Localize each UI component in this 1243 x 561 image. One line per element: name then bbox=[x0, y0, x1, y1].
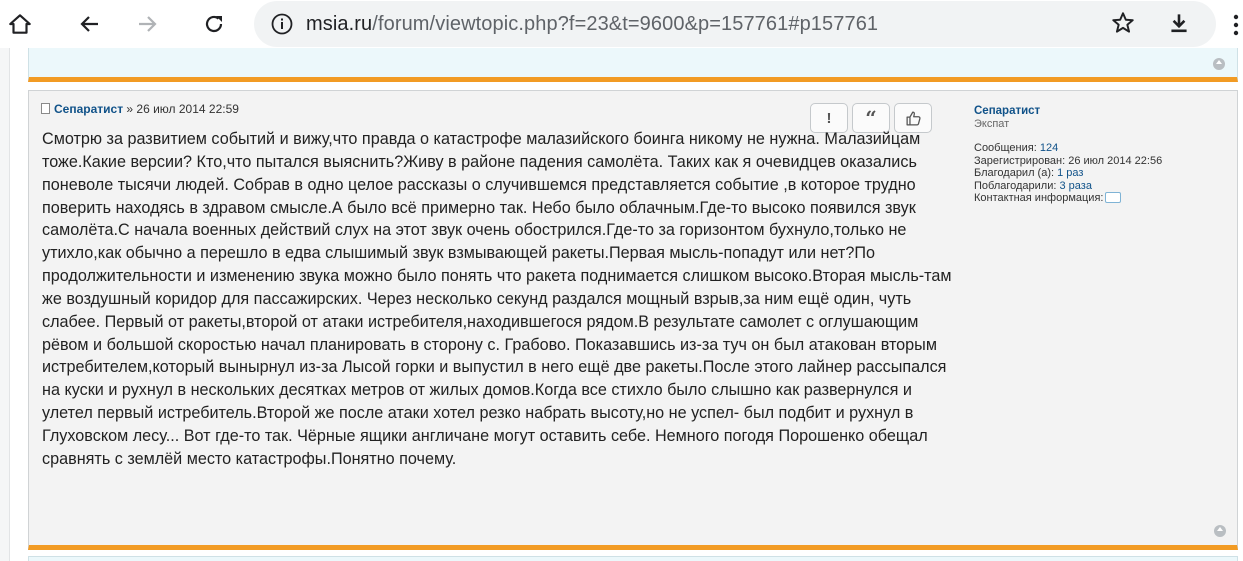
report-icon: ! bbox=[826, 109, 832, 127]
download-icon[interactable] bbox=[1166, 10, 1192, 36]
profile-posts bbox=[974, 142, 1224, 155]
forward-button[interactable] bbox=[129, 6, 165, 42]
profile-rank: Экспат bbox=[974, 117, 1010, 130]
post-document-icon[interactable] bbox=[41, 103, 50, 114]
profile-contact bbox=[974, 192, 1224, 205]
bookmark-star-icon[interactable] bbox=[1110, 10, 1136, 36]
profile-contact-label: Контактная информация: bbox=[974, 192, 1104, 204]
back-arrow-icon bbox=[78, 12, 102, 36]
post-content: Смотрю за развитием событий и вижу,что правда о катастрофе малазийского боинга никому не нужна. Малазийцам тоже.Какие версии? Кто,что пытался выяснить?Живу в районе падения самолёта. Таких как я очевидцев оказались поневоле тысячи людей. Собрав в одно целое рассказы о случившемся представляется событие ,в которое трудно поверить находясь в здравом смысле.А было всё примерно так. Небо было облачным.Где-то высоко появился звук самолёта.С начала военных действий слух на этот звук очень обострился.Где-то за горизонтом бухнуло,только не утихло,как обычно а перешло в едва слышимый звук взмывающей ракеты.Первая мысль-попадут или нет?По продолжительности и изменению звука можно было понять что ракета поднимается слишком высоко.Вторая мысль-там же воздушный коридор для пассажирских. Через несколько секунд раздался мощный взрыв,за ним ещё один, чуть слабее. Первый от ракеты,второй от атаки истребителя,находившегося рядом.В результате самолет с оглушающим рёвом и большой скоростью начал планировать в сторону с. Грабово. Показавшись из-за туч он был атакован вторым истребителем,который вынырнул из-за Лысой горки и выпустил в него ещё две ракеты.После этого лайнер рассыпался на куски и рухнул в нескольких десятках метров от жилых домов.Когда все стихло было слышно как развернулся и улетел первый истребитель.Второй же после атаки хотел резко набрать высоту,но не успел- был подбит и рухнул в Глуховском лесу... Вот где-то так. Чёрные ящики англичане могут оставить себе. Немного погодя Порошенко обещал сравнять с землёй место катастрофы.Понятно почему. bbox=[42, 130, 952, 468]
forward-arrow-icon bbox=[135, 12, 159, 36]
back-button[interactable] bbox=[72, 6, 108, 42]
post-author-link[interactable]: Сепаратист bbox=[54, 102, 124, 116]
profile-was-thanked bbox=[974, 180, 1224, 193]
profile-was-thanked-label: Поблагодарили: bbox=[974, 179, 1057, 192]
home-icon bbox=[7, 11, 33, 37]
post-datetime: 26 июл 2014 22:59 bbox=[136, 102, 239, 116]
back-to-top-icon[interactable] bbox=[1213, 58, 1225, 70]
browser-toolbar bbox=[0, 0, 1243, 48]
profile-posts-label: Сообщения: bbox=[974, 142, 1037, 154]
address-bar[interactable] bbox=[254, 1, 1216, 47]
profile-thanked-label: Благодарил (а): bbox=[974, 167, 1055, 179]
left-scroll-edge bbox=[0, 48, 10, 561]
url-text[interactable] bbox=[306, 12, 878, 36]
profile-registered-value: 26 июл 2014 22:56 bbox=[1068, 154, 1163, 167]
forum-page bbox=[0, 48, 1243, 561]
profile-registered-label: Зарегистрирован: bbox=[974, 154, 1066, 167]
url-path: /forum/viewtopic.php?f=23&t=9600&p=157761#p157761 bbox=[372, 13, 879, 35]
profile-thanked bbox=[974, 167, 1224, 180]
url-host: msia.ru bbox=[306, 13, 373, 35]
forum-post bbox=[28, 90, 1238, 550]
post-separator: » bbox=[123, 102, 137, 116]
previous-post bbox=[28, 48, 1238, 82]
menu-dots-icon[interactable] bbox=[1232, 14, 1243, 36]
thumbs-up-icon bbox=[905, 110, 922, 127]
next-post bbox=[28, 556, 1238, 561]
profile-username[interactable]: Сепаратист bbox=[974, 105, 1041, 117]
reload-button[interactable] bbox=[196, 6, 232, 42]
profile-posts-link[interactable]: 124 bbox=[1039, 142, 1059, 154]
quote-icon: “ bbox=[865, 106, 877, 130]
back-to-top-icon[interactable] bbox=[1214, 525, 1226, 537]
profile-thanked-link[interactable]: 1 раз bbox=[1057, 167, 1084, 179]
post-header bbox=[41, 102, 239, 116]
author-profile bbox=[974, 105, 1224, 205]
profile-was-thanked-link[interactable]: 3 раза bbox=[1059, 179, 1092, 192]
contact-info-icon[interactable] bbox=[1105, 192, 1121, 203]
home-button[interactable] bbox=[2, 6, 38, 42]
info-icon[interactable] bbox=[270, 12, 294, 36]
reload-icon bbox=[202, 12, 226, 36]
profile-registered bbox=[974, 155, 1224, 168]
